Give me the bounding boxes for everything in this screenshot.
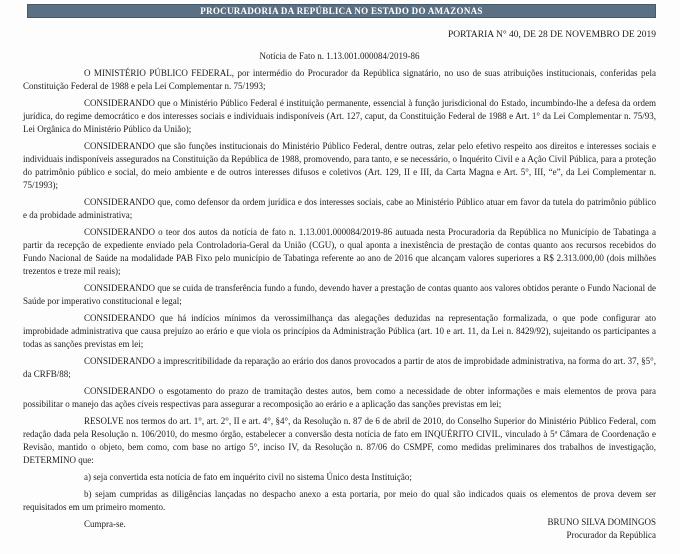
paragraph-considerando-8: CONSIDERANDO o esgotamento do prazo de tramitação destes autos, bem como a necessidade de obter informações e mais elementos de prova para possibilitar o manejo das ações cíveis respectivas para assegurar a recomposição ao erário e a aplicação das sanções previstas em lei; xyxy=(23,386,656,409)
paragraph-considerando-2: CONSIDERANDO que são funções institucionais do Ministério Público Federal, dentre outras, zelar pelo efetivo respeito aos direitos e interesses sociais e individuais indisponíveis assegurados na Constituição da República de 1988, promovendo, para tanto, e se necessário, o Inquérito Civil e a Ação Civil Pública, para a proteção do patrimônio público e social, do meio ambiente e de outros interesses difusos e coletivos (Art. 129, II e III, da Carta Magna e Art. 5°, III, “e”, da Lei Complementar n. 75/1993); xyxy=(23,141,656,190)
signature-block xyxy=(547,516,656,542)
closing-line: Cumpra-se. xyxy=(84,519,126,529)
paragraph-preamble: O MINISTÉRIO PÚBLICO FEDERAL, por intermédio do Procurador da República signatário, no uso de suas atribuições institucionais, conferidas pela Constituição Federal de 1988 e pela Lei Complementar n. 75/1993; xyxy=(23,68,656,91)
case-number: Notícia de Fato n. 1.13.001.000084/2019-86 xyxy=(259,51,420,61)
signature-name: BRUNO SILVA DOMINGOS xyxy=(547,517,656,527)
paragraph-considerando-1: CONSIDERANDO que o Ministério Público Federal é instituição permanente, essencial à função jurisdicional do Estado, incumbindo-lhe a defesa da ordem jurídica, do regime democrático e dos interesses sociais e individuais indisponíveis (Art. 127, caput, da Constituição Federal de 1988 e Art. 1° da Lei Complementar n. 75/93, Lei Orgânica do Ministério Público da União); xyxy=(23,98,656,134)
item-a: a) seja convertida esta notícia de fato em inquérito civil no sistema Único desta Instituição; xyxy=(84,472,412,482)
header-bar: PROCURADORIA DA REPÚBLICA NO ESTADO DO AMAZONAS xyxy=(27,4,656,18)
document-title: PORTARIA N° 40, DE 28 DE NOVEMBRO DE 2019 xyxy=(447,30,656,40)
document-body xyxy=(23,67,656,531)
paragraph-considerando-4: CONSIDERANDO o teor dos autos da notícia de fato n. 1.13.001.000084/2019-86 autuada nesta Procuradoria da República no Município de Tabatinga a partir da recepção de expediente enviado pela Controladoria-Geral da União (CGU), o qual aponta a inexistência de prestação de contas quanto aos recursos recebidos do Fundo Nacional de Saúde na modalidade PAB Fixo pelo município de Tabatinga referente ao ano de 2016 que alcançam valores superiores a R$ 2.313.000,00 (dois milhões trezentos e treze mil reais); xyxy=(23,227,656,276)
paragraph-resolve: RESOLVE nos termos do art. 1°, art. 2°, II e art. 4°, §4°, da Resolução n. 87 de 6 de abril de 2010, do Conselho Superior do Ministério Público Federal, com redação dada pela Resolução n. 106/2010, do mesmo órgão, estabelecer a conversão desta notícia de fato em INQUÉRITO CIVIL, vinculado à 5ª Câmara de Coordenação e Revisão, mantido o objeto, bem como, com base no artigo 5°, inciso IV, da Resolução n. 87/06 do CSMPF, como medidas preliminares dos trabalhos de investigação, DETERMINO que: xyxy=(23,416,656,465)
item-b: b) sejam cumpridas as diligências lançadas no despacho anexo a esta portaria, por meio do qual são indicados quais os elementos de prova devem ser requisitados em um primeiro momento. xyxy=(23,489,656,512)
paragraph-considerando-5: CONSIDERANDO que se cuida de transferência fundo a fundo, devendo haver a prestação de contas quanto aos valores obtidos perante o Fundo Nacional de Saúde por imperativo constitucional e legal; xyxy=(23,283,656,306)
paragraph-considerando-3: CONSIDERANDO que, como defensor da ordem jurídica e dos interesses sociais, cabe ao Ministério Público atuar em favor da tutela do patrimônio público e da probidade administrativa; xyxy=(23,197,656,220)
paragraph-considerando-6: CONSIDERANDO que há indícios mínimos da verossimilhança das alegações deduzidas na representação formalizada, o que pode configurar ato improbidade administrativa que causa prejuízo ao erário e que viola os princípios da Administração Pública (art. 10 e art. 11, da Lei n. 8429/92), sujeitando os participantes a todas as sanções previstas em lei; xyxy=(23,313,656,349)
signature-role: Procurador da República xyxy=(566,530,656,540)
paragraph-considerando-7: CONSIDERANDO a imprescritibilidade da reparação ao erário dos danos provocados a partir de atos de improbidade administrativa, na forma do art. 37, §5°, da CRFB/88; xyxy=(23,356,656,379)
